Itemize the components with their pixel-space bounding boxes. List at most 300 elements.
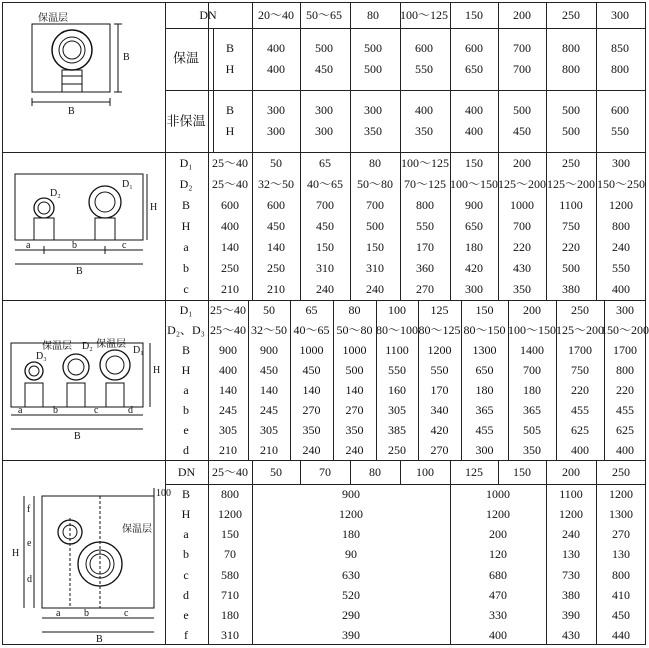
section3-value: 1100 xyxy=(385,343,409,357)
section1-non-insulated-value: 400 xyxy=(415,103,433,117)
section3-value: 140 xyxy=(345,383,364,397)
section3-value: 305 xyxy=(388,403,406,417)
section3-value: 1700 xyxy=(613,343,637,357)
section2-value: 600 xyxy=(267,197,285,212)
section3-value: 400 xyxy=(571,443,589,457)
grid-line-vertical xyxy=(546,152,547,300)
section2-value: 150 xyxy=(316,240,334,255)
grid-line-vertical xyxy=(596,3,597,152)
grid-line-vertical xyxy=(350,152,351,300)
section2-value: 25～40 xyxy=(211,176,249,191)
figure2-b-label: b xyxy=(72,240,77,251)
section3-value: 800 xyxy=(616,363,634,377)
figure2-width-label: B xyxy=(76,266,83,277)
section1-insulated-value: 650 xyxy=(465,62,483,76)
section2-value: 550 xyxy=(612,261,630,276)
section2-value: 800 xyxy=(416,197,434,212)
grid-line-vertical xyxy=(498,152,499,300)
section3-value: 40～65 xyxy=(293,323,330,337)
grid-line-vertical xyxy=(450,3,451,152)
section3-row-key: D₂、D₃ xyxy=(167,323,205,337)
section2-value: 50 xyxy=(270,155,282,170)
section3-value: 365 xyxy=(523,403,541,417)
grid-line-vertical xyxy=(252,460,253,484)
section2-value: 200 xyxy=(513,155,531,170)
section3-value: 365 xyxy=(475,403,494,417)
section3-value: 270 xyxy=(302,403,321,417)
section4-value-merged: 680 xyxy=(489,567,507,582)
section3-value: 450 xyxy=(260,363,278,377)
section4-value-merged: 470 xyxy=(489,587,507,602)
section4-value: 150 xyxy=(221,527,239,542)
grid-line-vertical xyxy=(300,3,301,152)
section2-value: 220 xyxy=(562,240,580,255)
section4-value: 410 xyxy=(612,587,630,602)
section4-value: 730 xyxy=(562,567,580,582)
section2-value: 180 xyxy=(465,240,483,255)
section1-insulated-value: 500 xyxy=(364,41,382,55)
section1-insulated-value: 500 xyxy=(315,41,333,55)
section1-insulated-value: 550 xyxy=(415,62,433,76)
section3-value: 150～200 xyxy=(600,323,649,337)
figure3-width-label: B xyxy=(74,431,81,442)
section4-row-key: H xyxy=(181,507,191,522)
section1-insulated-value: 600 xyxy=(415,41,433,55)
section3-value: 100 xyxy=(388,303,406,317)
grid-line-vertical xyxy=(333,300,334,460)
grid-line-vertical xyxy=(208,484,209,645)
section1-insulated-value: 700 xyxy=(513,41,531,55)
section3-value: 1000 xyxy=(299,343,324,357)
section1-insulated-value: 800 xyxy=(611,62,629,76)
section3-value: 200 xyxy=(523,303,541,317)
grid-line-vertical xyxy=(208,300,209,460)
section3-value: 1200 xyxy=(427,343,452,357)
section4-value-merged: 200 xyxy=(489,527,507,542)
grid-line-vertical xyxy=(461,300,462,460)
section2-value: 50～80 xyxy=(356,176,394,191)
section4-value-merged: 390 xyxy=(342,627,360,642)
grid-line-vertical xyxy=(450,484,451,645)
section2-value: 310 xyxy=(366,261,384,276)
grid-line-vertical xyxy=(248,300,249,460)
section2-value: 800 xyxy=(612,219,630,233)
section1-header-cell: 50～65 xyxy=(305,8,343,22)
figure-single-pipe xyxy=(10,10,150,120)
section3-value: 160 xyxy=(388,383,406,397)
section3-row-key: D₁ xyxy=(179,303,193,317)
section3-value: 350 xyxy=(345,423,364,437)
section2-value: 150 xyxy=(366,240,384,255)
grid-line-vertical xyxy=(450,152,451,300)
section4-row-key: e xyxy=(183,607,189,622)
figure3-insulation-label-2: 保温层 xyxy=(96,339,126,350)
section3-value: 125～200 xyxy=(555,323,605,337)
section1-insulated-label: 保温 xyxy=(172,50,200,66)
section4-value-merged: 120 xyxy=(489,547,507,562)
grid-line-vertical xyxy=(400,3,401,152)
section3-value: 305 xyxy=(219,423,237,437)
section3-value: 80～125 xyxy=(418,323,461,337)
section4-value-merged: 900 xyxy=(342,487,360,502)
section3-value: 125 xyxy=(430,303,449,317)
grid-line-horizontal xyxy=(3,460,646,461)
section4-header-cell: 70 xyxy=(319,465,331,479)
section4-value-merged: 330 xyxy=(489,607,507,622)
section1-non-insulated-value: 500 xyxy=(513,103,531,117)
grid-line-vertical xyxy=(498,3,499,152)
grid-line-vertical xyxy=(498,460,499,484)
section2-value: 550 xyxy=(416,219,434,233)
section1-non-insulated-value: 350 xyxy=(415,124,433,138)
section4-row-key: B xyxy=(181,487,191,502)
section3-value: 245 xyxy=(219,403,237,417)
section3-value: 505 xyxy=(523,423,541,437)
figure3-d1-label: D₁ xyxy=(133,345,144,356)
section4-value-merged: 400 xyxy=(489,627,507,642)
section2-value: 750 xyxy=(562,219,580,233)
grid-line-vertical xyxy=(596,152,597,300)
figure2-height-label: H xyxy=(150,202,158,213)
section2-value: 400 xyxy=(612,282,630,297)
figure3-insulation-label-1: 保温层 xyxy=(42,341,72,352)
grid-line-vertical xyxy=(213,28,214,152)
section1-insulated-value: 400 xyxy=(267,62,285,76)
figure4-width-label: B xyxy=(96,634,103,645)
section4-header-cell: DN xyxy=(177,465,196,479)
section3-value: 245 xyxy=(260,403,278,417)
figure4-e-label: e xyxy=(27,538,32,549)
section4-value-merged: 1200 xyxy=(339,507,363,522)
section4-value: 430 xyxy=(562,627,580,642)
section3-value: 300 xyxy=(475,443,494,457)
section1-non-insulated-value: 450 xyxy=(513,124,531,138)
figure-two-pipes xyxy=(10,160,160,280)
section1-header-cell: 250 xyxy=(562,8,580,22)
section1-non-insulated-value: 600 xyxy=(611,103,629,117)
section3-value: 240 xyxy=(302,443,321,457)
section3-value: 180 xyxy=(523,383,541,397)
section3-value: 180 xyxy=(475,383,494,397)
grid-line-vertical xyxy=(400,460,401,484)
figure2-d2-label: D₂ xyxy=(50,188,61,199)
section1-non-insulated-value: 350 xyxy=(364,124,382,138)
section4-header-cell: 80 xyxy=(369,465,381,479)
section3-value: 450 xyxy=(302,363,321,377)
section1-insulated-value: 800 xyxy=(562,41,580,55)
section4-value: 70 xyxy=(224,547,236,562)
section2-row-key: H xyxy=(181,219,191,233)
section1-non-insulated-value: 300 xyxy=(267,124,285,138)
section2-row-key: b xyxy=(183,261,189,276)
section4-value: 130 xyxy=(562,547,580,562)
section2-value: 1100 xyxy=(559,197,583,212)
section3-value: 350 xyxy=(523,443,541,457)
section2-row-key: a xyxy=(183,240,189,255)
section1-non-insulated-value: 500 xyxy=(562,103,580,117)
section1-non-insulated-value: 500 xyxy=(562,124,580,138)
section4-value: 1200 xyxy=(609,487,633,502)
section4-header-cell: 100 xyxy=(416,465,434,479)
section4-header-cell: 250 xyxy=(612,465,630,479)
grid-line-horizontal xyxy=(165,90,646,91)
section3-value: 1300 xyxy=(472,343,497,357)
section2-value: 300 xyxy=(612,155,630,170)
section2-value: 650 xyxy=(465,219,483,233)
section3-value: 1700 xyxy=(568,343,592,357)
section2-value: 65 xyxy=(319,155,331,170)
section1-non-insulated-value: 550 xyxy=(611,124,629,138)
figure3-d-label: d xyxy=(128,405,133,416)
grid-line-vertical xyxy=(208,3,209,152)
section2-value: 300 xyxy=(465,282,483,297)
section4-value: 1100 xyxy=(559,487,583,502)
section4-value-merged: 520 xyxy=(342,587,360,602)
section1-non-insulated-label: 非保温 xyxy=(166,113,206,129)
section1-header-cell: 150 xyxy=(465,8,483,22)
section4-value: 710 xyxy=(221,587,239,602)
section2-value: 500 xyxy=(562,261,580,276)
section4-value: 390 xyxy=(562,607,580,622)
grid-line-vertical xyxy=(208,152,209,300)
section3-value: 65 xyxy=(305,303,318,317)
section4-value: 800 xyxy=(612,567,630,582)
section1-insulated-value: 800 xyxy=(562,62,580,76)
section4-value: 270 xyxy=(612,527,630,542)
figure3-b-label: b xyxy=(53,405,58,416)
grid-line-vertical xyxy=(290,300,291,460)
section3-value: 900 xyxy=(260,343,278,357)
figure4-insulation-label: 保温层 xyxy=(122,524,152,535)
section3-value: 1000 xyxy=(342,343,367,357)
section2-value: 250 xyxy=(562,155,580,170)
section4-value: 440 xyxy=(612,627,630,642)
section4-value-merged: 1000 xyxy=(486,487,510,502)
section1-header-cell: DN xyxy=(199,8,217,22)
section4-value-merged: 630 xyxy=(342,567,360,582)
section3-value: 400 xyxy=(219,363,237,377)
figure4-b-label: b xyxy=(84,608,89,619)
section2-value: 270 xyxy=(416,282,434,297)
section2-value: 900 xyxy=(465,197,483,212)
figure4-height-label: H xyxy=(12,548,20,559)
section4-value: 800 xyxy=(221,487,239,502)
section4-header-cell: 150 xyxy=(513,465,531,479)
section3-value: 170 xyxy=(430,383,449,397)
section2-value: 240 xyxy=(366,282,384,297)
grid-line-vertical xyxy=(252,484,253,645)
section2-value: 310 xyxy=(316,261,334,276)
section1-non-insulated-value: 400 xyxy=(465,124,483,138)
section1-insulated-key: H xyxy=(225,62,235,76)
section3-value: 32～50 xyxy=(250,323,288,337)
section3-value: 650 xyxy=(475,363,494,377)
section2-value: 450 xyxy=(316,219,334,233)
section2-value: 700 xyxy=(366,197,384,212)
section2-value: 380 xyxy=(562,282,580,297)
section4-value: 310 xyxy=(221,627,239,642)
section4-value: 1200 xyxy=(218,507,242,522)
figure-vertical-pipes xyxy=(4,478,174,643)
figure4-d-label: d xyxy=(27,574,32,585)
section4-header-cell: 50 xyxy=(270,465,282,479)
section2-value: 140 xyxy=(221,240,239,255)
section4-value-merged: 1200 xyxy=(486,507,510,522)
section2-value: 100～125 xyxy=(400,155,450,170)
grid-line-vertical xyxy=(400,152,401,300)
section3-row-key: d xyxy=(183,443,189,457)
section2-row-key: D₂ xyxy=(179,176,193,191)
section4-value: 1300 xyxy=(609,507,633,522)
section2-value: 430 xyxy=(513,261,531,276)
section3-value: 140 xyxy=(302,383,321,397)
grid-line-vertical xyxy=(596,460,597,484)
figure-three-pipes xyxy=(8,335,166,445)
section3-value: 50～80 xyxy=(336,323,373,337)
section3-value: 750 xyxy=(571,363,589,377)
section4-header-cell: 125 xyxy=(465,465,483,479)
section1-insulated-key: B xyxy=(225,41,235,55)
figure3-d2-label: D₂ xyxy=(82,341,93,352)
grid-line-vertical xyxy=(546,460,547,484)
section1-non-insulated-value: 300 xyxy=(267,103,285,117)
section2-value: 140 xyxy=(267,240,285,255)
figure3-c-label: c xyxy=(94,405,99,416)
section3-value: 80 xyxy=(348,303,361,317)
figure3-d3-label: D₃ xyxy=(36,351,47,362)
section3-value: 700 xyxy=(523,363,541,377)
section1-insulated-value: 600 xyxy=(465,41,483,55)
section3-value: 500 xyxy=(345,363,364,377)
section1-non-insulated-value: 300 xyxy=(364,103,382,117)
section3-value: 270 xyxy=(345,403,364,417)
section2-value: 240 xyxy=(316,282,334,297)
section1-non-insulated-value: 400 xyxy=(465,103,483,117)
section3-value: 270 xyxy=(430,443,449,457)
section2-value: 32～50 xyxy=(257,176,295,191)
grid-line-vertical xyxy=(300,152,301,300)
grid-line-horizontal xyxy=(165,28,646,29)
section3-value: 220 xyxy=(571,383,589,397)
section2-value: 40～65 xyxy=(306,176,344,191)
grid-line-horizontal xyxy=(165,484,646,485)
grid-line-vertical xyxy=(546,484,547,645)
section3-value: 210 xyxy=(260,443,278,457)
figure4-a-label: a xyxy=(56,608,61,619)
section2-value: 400 xyxy=(221,219,239,233)
section2-value: 125～200 xyxy=(546,176,596,191)
section3-value: 305 xyxy=(260,423,278,437)
section2-value: 170 xyxy=(416,240,434,255)
section2-value: 1000 xyxy=(510,197,534,212)
section4-value: 380 xyxy=(562,587,580,602)
section3-row-key: H xyxy=(181,363,191,377)
section4-value: 580 xyxy=(221,567,239,582)
section2-value: 125～200 xyxy=(497,176,547,191)
section3-value: 550 xyxy=(388,363,406,377)
section2-value: 1200 xyxy=(609,197,633,212)
grid-line-vertical xyxy=(350,460,351,484)
section3-value: 220 xyxy=(616,383,634,397)
section2-value: 240 xyxy=(612,240,630,255)
figure3-height-label: H xyxy=(153,365,161,376)
figure2-d1-label: D₁ xyxy=(122,179,133,190)
section4-header-cell: 200 xyxy=(562,465,580,479)
section3-value: 385 xyxy=(388,423,406,437)
grid-line-horizontal xyxy=(3,300,646,301)
grid-line-horizontal xyxy=(3,152,646,153)
grid-line-vertical xyxy=(208,460,209,484)
figure1-width-label: B xyxy=(68,106,75,117)
grid-line-vertical xyxy=(252,3,253,152)
section1-insulated-value: 400 xyxy=(267,41,285,55)
section3-value: 455 xyxy=(571,403,589,417)
section1-non-insulated-key: H xyxy=(225,124,235,138)
section3-value: 455 xyxy=(475,423,494,437)
section2-row-key: D₁ xyxy=(179,155,193,170)
section4-row-key: a xyxy=(183,527,189,542)
figure4-c-label: c xyxy=(124,608,129,619)
figure1-height-label: B xyxy=(123,52,130,63)
figure3-a-label: a xyxy=(18,405,23,416)
section2-value: 70～125 xyxy=(403,176,447,191)
section3-value: 50 xyxy=(263,303,275,317)
section4-value-merged: 180 xyxy=(342,527,360,542)
figure4-f-label: f xyxy=(27,504,31,515)
section2-value: 150～250 xyxy=(596,176,646,191)
section1-header-cell: 300 xyxy=(611,8,629,22)
section3-value: 80～150 xyxy=(463,323,506,337)
section3-value: 1400 xyxy=(520,343,544,357)
section4-value: 240 xyxy=(562,527,580,542)
section4-value: 1200 xyxy=(559,507,583,522)
section3-value: 400 xyxy=(616,443,634,457)
section4-value: 450 xyxy=(612,607,630,622)
section3-row-key: e xyxy=(183,423,189,437)
section4-value: 180 xyxy=(221,607,239,622)
section2-value: 500 xyxy=(366,219,384,233)
section3-value: 625 xyxy=(571,423,589,437)
section2-value: 220 xyxy=(513,240,531,255)
section1-non-insulated-key: B xyxy=(225,103,235,117)
section3-value: 210 xyxy=(219,443,237,457)
figure2-c-label: c xyxy=(122,240,127,251)
section3-value: 420 xyxy=(430,423,449,437)
section1-header-cell: 100～125 xyxy=(399,8,449,22)
section1-insulated-value: 500 xyxy=(364,62,382,76)
section1-insulated-value: 450 xyxy=(315,62,333,76)
section3-value: 100～150 xyxy=(507,323,557,337)
section2-value: 250 xyxy=(221,261,239,276)
section3-value: 250 xyxy=(388,443,406,457)
section3-value: 340 xyxy=(430,403,449,417)
section2-value: 420 xyxy=(465,261,483,276)
section1-header-cell: 200 xyxy=(513,8,531,22)
section2-value: 80 xyxy=(369,155,381,170)
grid-line-vertical xyxy=(252,152,253,300)
section3-value: 240 xyxy=(345,443,364,457)
section2-value: 210 xyxy=(267,282,285,297)
section4-value: 130 xyxy=(612,547,630,562)
section2-row-key: B xyxy=(181,197,191,212)
section2-row-key: c xyxy=(183,282,189,297)
section4-value-merged: 290 xyxy=(342,607,360,622)
section3-value: 625 xyxy=(616,423,634,437)
section4-header-cell: 25～40 xyxy=(211,465,249,479)
section1-non-insulated-value: 300 xyxy=(315,103,333,117)
section3-row-key: B xyxy=(181,343,191,357)
section2-value: 350 xyxy=(513,282,531,297)
